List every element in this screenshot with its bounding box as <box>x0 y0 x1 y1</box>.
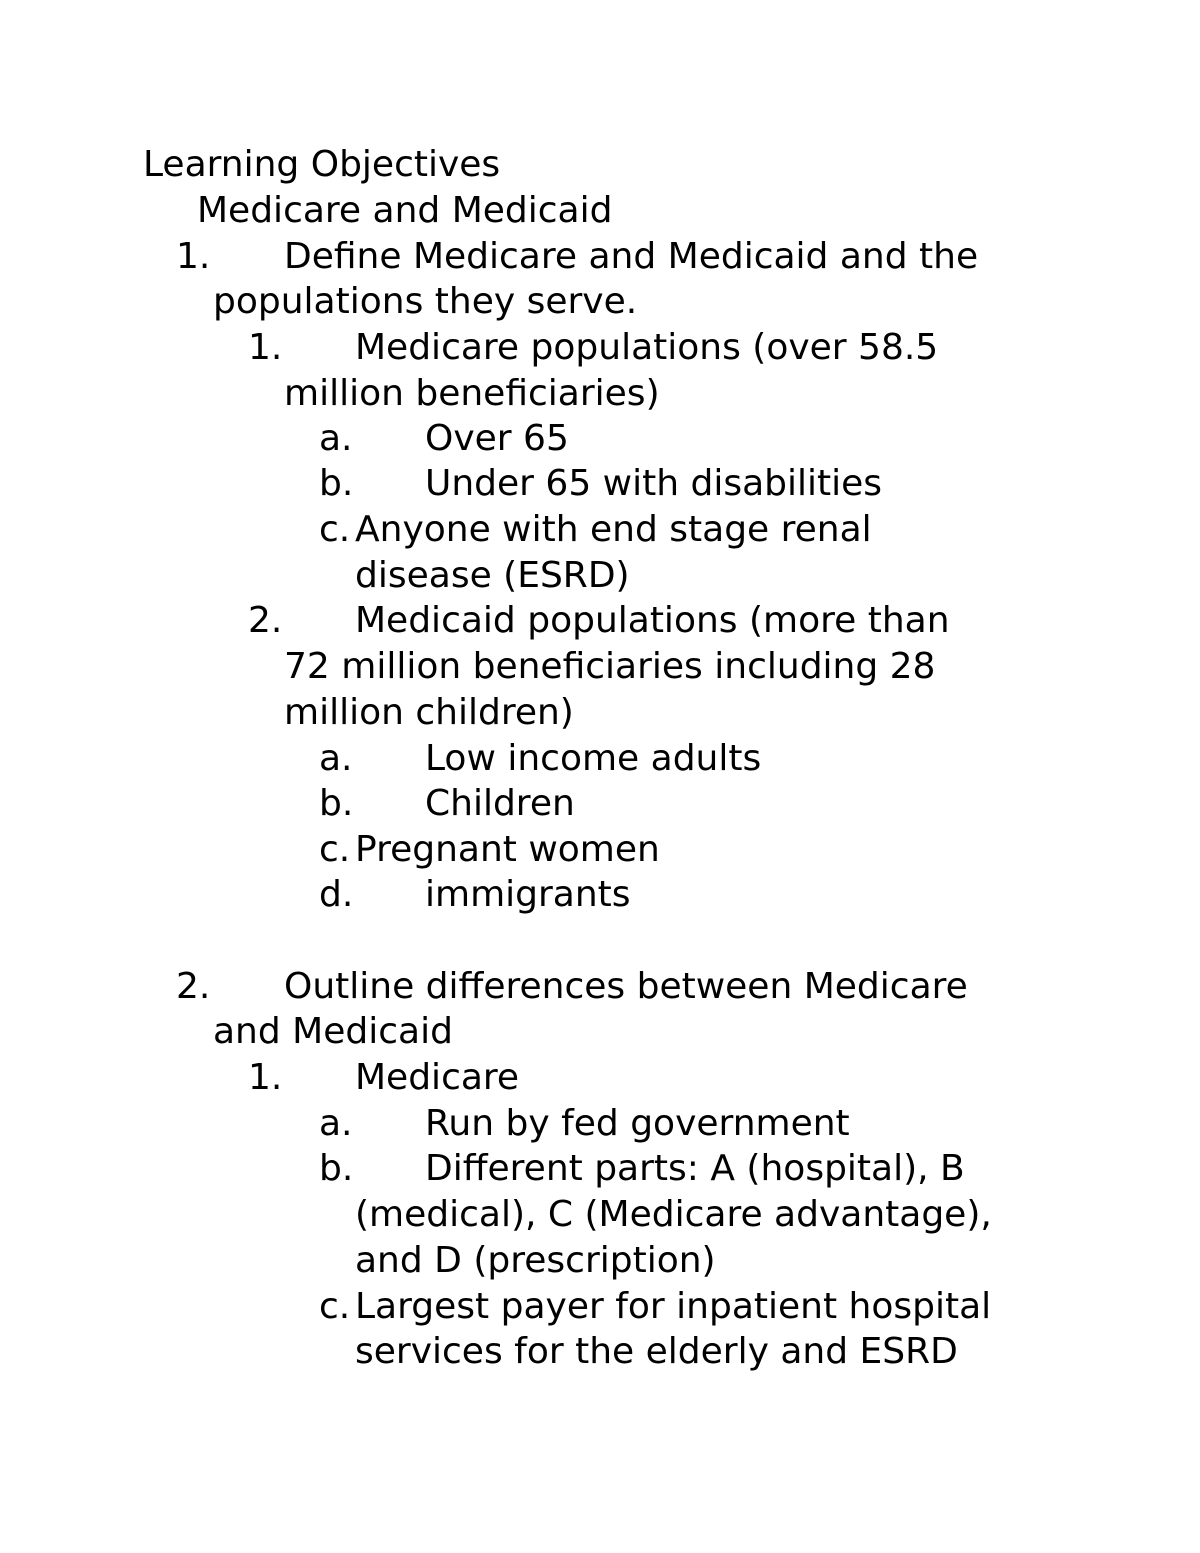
list-item-letter: c. <box>319 829 351 870</box>
objective-number: 1. <box>176 236 211 277</box>
list-item-letter: a. <box>319 418 353 459</box>
subpoint-text-continued: million children) <box>284 692 574 733</box>
list-item-letter: c. <box>319 509 351 550</box>
objective-text-continued: populations they serve. <box>213 281 638 322</box>
list-item-text-continued: services for the elderly and ESRD <box>355 1331 958 1372</box>
subpoint-text: Medicare populations (over 58.5 <box>355 327 939 368</box>
subpoint-text-continued: million beneficiaries) <box>284 373 660 414</box>
objective-text: Outline differences between Medicare <box>284 966 968 1007</box>
subpoint-text: Medicaid populations (more than <box>355 600 950 641</box>
subpoint-text: Medicare <box>355 1057 520 1098</box>
list-item-text: immigrants <box>425 874 631 915</box>
list-item-text-continued: and D (prescription) <box>355 1240 716 1281</box>
list-item-letter: b. <box>319 1148 354 1189</box>
list-item-text: Children <box>425 783 575 824</box>
list-item-text: Largest payer for inpatient hospital <box>355 1286 992 1327</box>
list-item-letter: b. <box>319 783 354 824</box>
list-item-text: Run by fed government <box>425 1103 850 1144</box>
list-item-text: Different parts: A (hospital), B <box>425 1148 965 1189</box>
subpoint-text-continued: 72 million beneficiaries including 28 <box>284 646 936 687</box>
objective-text: Define Medicare and Medicaid and the <box>284 236 979 277</box>
list-item-letter: d. <box>319 874 354 915</box>
list-item-text: Over 65 <box>425 418 569 459</box>
list-item-text-continued: disease (ESRD) <box>355 555 630 596</box>
list-item-letter: a. <box>319 738 353 779</box>
document-subtitle: Medicare and Medicaid <box>197 190 613 231</box>
list-item-letter: c. <box>319 1286 351 1327</box>
subpoint-number: 1. <box>248 1057 283 1098</box>
objective-number: 2. <box>176 966 211 1007</box>
list-item-letter: b. <box>319 463 354 504</box>
subpoint-number: 2. <box>248 600 283 641</box>
list-item-text: Pregnant women <box>355 829 660 870</box>
list-item-text: Low income adults <box>425 738 762 779</box>
list-item-text: Anyone with end stage renal <box>355 509 872 550</box>
list-item-text-continued: (medical), C (Medicare advantage), <box>355 1194 992 1235</box>
subpoint-number: 1. <box>248 327 283 368</box>
list-item-letter: a. <box>319 1103 353 1144</box>
document-title: Learning Objectives <box>143 144 501 185</box>
list-item-text: Under 65 with disabilities <box>425 463 883 504</box>
objective-text-continued: and Medicaid <box>213 1011 453 1052</box>
